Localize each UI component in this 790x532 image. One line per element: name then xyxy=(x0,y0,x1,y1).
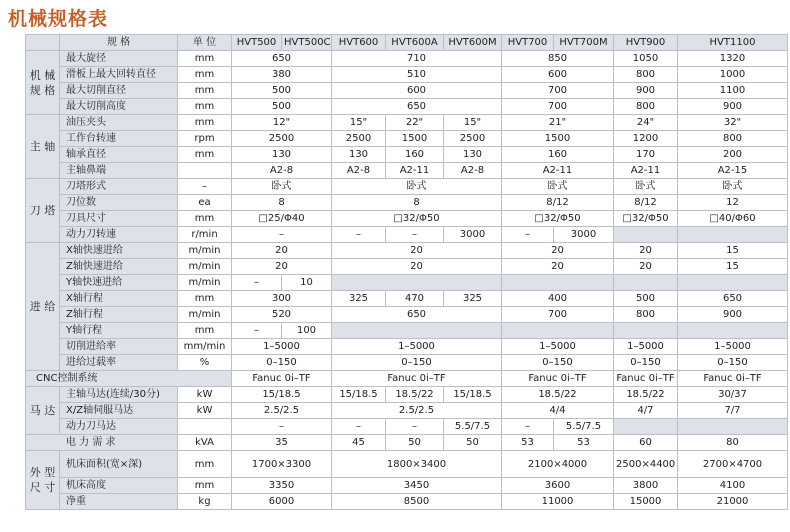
row-label: 动力刀转速 xyxy=(60,227,178,243)
table-row xyxy=(26,307,788,323)
cell: 1200 xyxy=(614,131,678,147)
cell: A2-8 xyxy=(444,163,502,179)
table-row xyxy=(26,211,788,227)
cell: 500 xyxy=(232,83,332,99)
group-spindle: 主 轴 xyxy=(26,115,60,179)
table-row xyxy=(26,131,788,147)
cell: □32/Φ50 xyxy=(332,211,502,227)
table-row xyxy=(26,355,788,371)
cell: 11000 xyxy=(502,494,614,510)
cell: 0–150 xyxy=(232,355,332,371)
cell: 2.5/2.5 xyxy=(232,403,332,419)
table-row xyxy=(26,403,788,419)
cell: 2500×4400 xyxy=(614,451,678,478)
cell: 400 xyxy=(502,291,614,307)
cell: 160 xyxy=(502,147,614,163)
cell-empty xyxy=(502,275,614,291)
row-label: Y轴行程 xyxy=(60,323,178,339)
cell: 2500 xyxy=(332,131,386,147)
row-unit: mm/min xyxy=(178,339,232,355)
cell: 3450 xyxy=(332,478,502,494)
row-label: 机床面积(宽×深) xyxy=(60,451,178,478)
cell: □40/Φ60 xyxy=(678,211,788,227)
row-label: CNC控制系统 xyxy=(26,371,232,387)
cell: 45 xyxy=(332,435,386,451)
cell: 15/18.5 xyxy=(444,387,502,403)
row-label: 轴承直径 xyxy=(60,147,178,163)
cell: 100 xyxy=(282,323,332,339)
cell: 300 xyxy=(232,291,332,307)
cell: Fanuc 0i–TF xyxy=(332,371,502,387)
cell: □32/Φ50 xyxy=(502,211,614,227)
row-label: 滑板上最大回转直径 xyxy=(60,67,178,83)
cell-empty xyxy=(614,419,678,435)
cell: Fanuc 0i–TF xyxy=(232,371,332,387)
row-label: 主轴鼻端 xyxy=(60,163,178,179)
row-label: Z轴快速进给 xyxy=(60,259,178,275)
row-unit xyxy=(178,163,232,179)
table-row xyxy=(26,371,788,387)
cell: 130 xyxy=(332,147,386,163)
cell: 800 xyxy=(614,307,678,323)
cell: 5.5/7.5 xyxy=(554,419,614,435)
cell: 1000 xyxy=(678,67,788,83)
cell: 4100 xyxy=(678,478,788,494)
row-unit: kW xyxy=(178,403,232,419)
cell: 500 xyxy=(232,99,332,115)
cell: – xyxy=(232,323,282,339)
cell: 15" xyxy=(332,115,386,131)
cell: 18.5/22 xyxy=(614,387,678,403)
cell: A2-8 xyxy=(332,163,386,179)
cell: 15" xyxy=(444,115,502,131)
cell: 15/18.5 xyxy=(232,387,332,403)
table-row xyxy=(26,451,788,478)
cell: 325 xyxy=(332,291,386,307)
cell: A2-11 xyxy=(502,163,614,179)
row-label: X轴行程 xyxy=(60,291,178,307)
row-unit: m/min xyxy=(178,307,232,323)
table-row xyxy=(26,323,788,339)
header-model: HVT500 xyxy=(232,35,282,51)
cell: 600 xyxy=(502,67,614,83)
cell: 21" xyxy=(502,115,614,131)
header-spec: 规 格 xyxy=(60,35,178,51)
header-corner xyxy=(26,35,60,51)
row-unit: m/min xyxy=(178,259,232,275)
row-unit: mm xyxy=(178,67,232,83)
group-machine: 机 械 规 格 xyxy=(26,51,60,115)
row-unit: kg xyxy=(178,494,232,510)
row-unit: r/min xyxy=(178,227,232,243)
cell: 800 xyxy=(678,131,788,147)
cell: 18.5/22 xyxy=(502,387,614,403)
cell: 20 xyxy=(232,243,332,259)
cell: 160 xyxy=(386,147,444,163)
cell: – xyxy=(332,227,386,243)
table-row xyxy=(26,99,788,115)
row-label: 刀塔形式 xyxy=(60,179,178,195)
cell: 53 xyxy=(554,435,614,451)
group-dims: 外 型 尺 寸 xyxy=(26,451,60,510)
cell-empty xyxy=(678,323,788,339)
row-label: 净重 xyxy=(60,494,178,510)
cell: 卧式 xyxy=(614,179,678,195)
row-unit: mm xyxy=(178,323,232,339)
cell: 30/37 xyxy=(678,387,788,403)
row-label: 切削进给率 xyxy=(60,339,178,355)
cell: 32" xyxy=(678,115,788,131)
cell: 50 xyxy=(386,435,444,451)
row-label: 刀具尺寸 xyxy=(60,211,178,227)
cell: 卧式 xyxy=(678,179,788,195)
row-unit: rpm xyxy=(178,131,232,147)
cell: 2700×4700 xyxy=(678,451,788,478)
cell: 170 xyxy=(614,147,678,163)
row-label: 最大切削高度 xyxy=(60,99,178,115)
cell: 700 xyxy=(502,83,614,99)
row-label: 最大旋径 xyxy=(60,51,178,67)
row-label: 工作台转速 xyxy=(60,131,178,147)
cell-empty xyxy=(502,323,614,339)
row-unit: kW xyxy=(178,387,232,403)
cell-empty xyxy=(678,419,788,435)
cell: 12" xyxy=(232,115,332,131)
cell: A2-11 xyxy=(386,163,444,179)
cell: – xyxy=(232,419,332,435)
cell: 2100×4000 xyxy=(502,451,614,478)
cell: A2-15 xyxy=(678,163,788,179)
cell: □32/Φ50 xyxy=(614,211,678,227)
table-row xyxy=(26,478,788,494)
cell-empty xyxy=(614,227,678,243)
row-unit: % xyxy=(178,355,232,371)
cell: 53 xyxy=(502,435,554,451)
header-model: HVT600A xyxy=(386,35,444,51)
cell: 1–5000 xyxy=(502,339,614,355)
cell: – xyxy=(232,227,332,243)
cell: 1500 xyxy=(502,131,614,147)
cell: – xyxy=(386,419,444,435)
cell: – xyxy=(386,227,444,243)
row-label: X轴快速进给 xyxy=(60,243,178,259)
cell: 20 xyxy=(332,243,502,259)
cell-empty xyxy=(614,275,678,291)
header-row xyxy=(26,35,788,51)
row-label: 刀位数 xyxy=(60,195,178,211)
cell-empty xyxy=(332,275,502,291)
cell: Fanuc 0i–TF xyxy=(502,371,614,387)
cell: 200 xyxy=(678,147,788,163)
cell: 15 xyxy=(678,243,788,259)
cell: 2500 xyxy=(444,131,502,147)
cell: 15/18.5 xyxy=(332,387,386,403)
table-row xyxy=(26,163,788,179)
cell: 8/12 xyxy=(614,195,678,211)
cell: 15000 xyxy=(614,494,678,510)
row-label: 动力刀马达 xyxy=(60,419,178,435)
cell: 130 xyxy=(444,147,502,163)
cell: 900 xyxy=(678,99,788,115)
row-unit: mm xyxy=(178,147,232,163)
header-model: HVT700M xyxy=(554,35,614,51)
row-unit: mm xyxy=(178,83,232,99)
cell: 12 xyxy=(678,195,788,211)
cell: 0–150 xyxy=(614,355,678,371)
cell: 1–5000 xyxy=(614,339,678,355)
row-label: X/Z轴伺服马达 xyxy=(60,403,178,419)
table-row xyxy=(26,115,788,131)
cell: 1–5000 xyxy=(678,339,788,355)
row-label: 主轴马达(连续/30分) xyxy=(60,387,178,403)
cell: 1800×3400 xyxy=(332,451,502,478)
header-unit: 单 位 xyxy=(178,35,232,51)
cell: 600 xyxy=(332,83,502,99)
row-unit xyxy=(178,419,232,435)
row-unit: m/min xyxy=(178,275,232,291)
table-row xyxy=(26,67,788,83)
cell: 0–150 xyxy=(502,355,614,371)
header-model: HVT500C xyxy=(282,35,332,51)
row-unit: mm xyxy=(178,451,232,478)
row-unit: mm xyxy=(178,99,232,115)
cell: 35 xyxy=(232,435,332,451)
row-label: 机床高度 xyxy=(60,478,178,494)
row-unit: kVA xyxy=(178,435,232,451)
cell: 卧式 xyxy=(232,179,332,195)
spec-table xyxy=(25,34,788,510)
table-row xyxy=(26,339,788,355)
cell: A2-8 xyxy=(232,163,332,179)
table-row xyxy=(26,419,788,435)
cell: 2500 xyxy=(232,131,332,147)
cell: □25/Φ40 xyxy=(232,211,332,227)
row-label: Z轴行程 xyxy=(60,307,178,323)
cell: 20 xyxy=(614,259,678,275)
table-row xyxy=(26,179,788,195)
cell: 20 xyxy=(502,259,614,275)
row-unit: ea xyxy=(178,195,232,211)
cell: 80 xyxy=(678,435,788,451)
table-row xyxy=(26,243,788,259)
cell: 3350 xyxy=(232,478,332,494)
table-row xyxy=(26,51,788,67)
cell: 20 xyxy=(232,259,332,275)
table-row xyxy=(26,227,788,243)
row-label: 油压夹头 xyxy=(60,115,178,131)
cell: 1100 xyxy=(678,83,788,99)
cell: 15 xyxy=(678,259,788,275)
cell: 60 xyxy=(614,435,678,451)
cell: 650 xyxy=(332,99,502,115)
cell: 20 xyxy=(614,243,678,259)
header-model: HVT900 xyxy=(614,35,678,51)
row-unit: mm xyxy=(178,211,232,227)
cell: 1–5000 xyxy=(232,339,332,355)
cell: 1500 xyxy=(386,131,444,147)
group-feed: 进 给 xyxy=(26,243,60,371)
cell: 卧式 xyxy=(332,179,502,195)
cell: 0–150 xyxy=(678,355,788,371)
cell: 325 xyxy=(444,291,502,307)
cell: – xyxy=(502,419,554,435)
cell: 650 xyxy=(678,291,788,307)
cell: 2.5/2.5 xyxy=(332,403,502,419)
page-title: 机械规格表 xyxy=(8,8,109,30)
cell: 3000 xyxy=(444,227,502,243)
row-unit: mm xyxy=(178,291,232,307)
cell: 3800 xyxy=(614,478,678,494)
row-unit: mm xyxy=(178,51,232,67)
cell: 130 xyxy=(232,147,332,163)
table-row xyxy=(26,494,788,510)
header-model: HVT1100 xyxy=(678,35,788,51)
cell: 7/7 xyxy=(678,403,788,419)
table-row xyxy=(26,83,788,99)
table-row xyxy=(26,435,788,451)
cell: 650 xyxy=(232,51,332,67)
cell: 18.5/22 xyxy=(386,387,444,403)
cell: 500 xyxy=(614,291,678,307)
row-label: Y轴快速进给 xyxy=(60,275,178,291)
cell: 21000 xyxy=(678,494,788,510)
cell: 20 xyxy=(332,259,502,275)
header-model: HVT700 xyxy=(502,35,554,51)
cell: 1–5000 xyxy=(332,339,502,355)
cell: 800 xyxy=(614,99,678,115)
cell: 1700×3300 xyxy=(232,451,332,478)
cell: Fanuc 0i–TF xyxy=(678,371,788,387)
cell: 1320 xyxy=(678,51,788,67)
group-motor: 马 达 xyxy=(26,387,60,435)
header-model: HVT600 xyxy=(332,35,386,51)
cell: Fanuc 0i–TF xyxy=(614,371,678,387)
row-unit: m/min xyxy=(178,243,232,259)
table-row xyxy=(26,195,788,211)
cell: 1050 xyxy=(614,51,678,67)
cell: 900 xyxy=(614,83,678,99)
cell: 700 xyxy=(502,99,614,115)
table-row xyxy=(26,259,788,275)
cell: 510 xyxy=(332,67,502,83)
cell: 50 xyxy=(444,435,502,451)
cell: 850 xyxy=(502,51,614,67)
cell: 4/4 xyxy=(502,403,614,419)
table-row xyxy=(26,147,788,163)
table-row xyxy=(26,291,788,307)
group-turret: 刀 塔 xyxy=(26,179,60,243)
cell: A2-11 xyxy=(614,163,678,179)
row-unit: mm xyxy=(178,478,232,494)
cell: 3600 xyxy=(502,478,614,494)
cell: – xyxy=(232,275,282,291)
cell: 700 xyxy=(502,307,614,323)
cell: 380 xyxy=(232,67,332,83)
row-unit: mm xyxy=(178,115,232,131)
cell: 0–150 xyxy=(332,355,502,371)
cell: 6000 xyxy=(232,494,332,510)
cell: 650 xyxy=(332,307,502,323)
row-label: 最大切削直径 xyxy=(60,83,178,99)
cell-empty xyxy=(678,275,788,291)
cell: 8/12 xyxy=(502,195,614,211)
cell: 8 xyxy=(332,195,502,211)
cell: 5.5/7.5 xyxy=(444,419,502,435)
table-row xyxy=(26,275,788,291)
cell: 8500 xyxy=(332,494,502,510)
cell: 800 xyxy=(614,67,678,83)
cell: 900 xyxy=(678,307,788,323)
cell: 卧式 xyxy=(502,179,614,195)
cell: – xyxy=(502,227,554,243)
cell: 520 xyxy=(232,307,332,323)
row-label: 电 力 需 求 xyxy=(26,435,178,451)
cell: 710 xyxy=(332,51,502,67)
cell: 20 xyxy=(502,243,614,259)
cell-empty xyxy=(614,323,678,339)
cell: – xyxy=(332,419,386,435)
table-row xyxy=(26,387,788,403)
row-unit: – xyxy=(178,179,232,195)
cell: 4/7 xyxy=(614,403,678,419)
cell: 470 xyxy=(386,291,444,307)
header-model: HVT600M xyxy=(444,35,502,51)
cell: 3000 xyxy=(554,227,614,243)
cell: 24" xyxy=(614,115,678,131)
row-label: 进给过载率 xyxy=(60,355,178,371)
cell: 10 xyxy=(282,275,332,291)
cell-empty xyxy=(332,323,502,339)
cell: 8 xyxy=(232,195,332,211)
cell-empty xyxy=(678,227,788,243)
cell: 22" xyxy=(386,115,444,131)
